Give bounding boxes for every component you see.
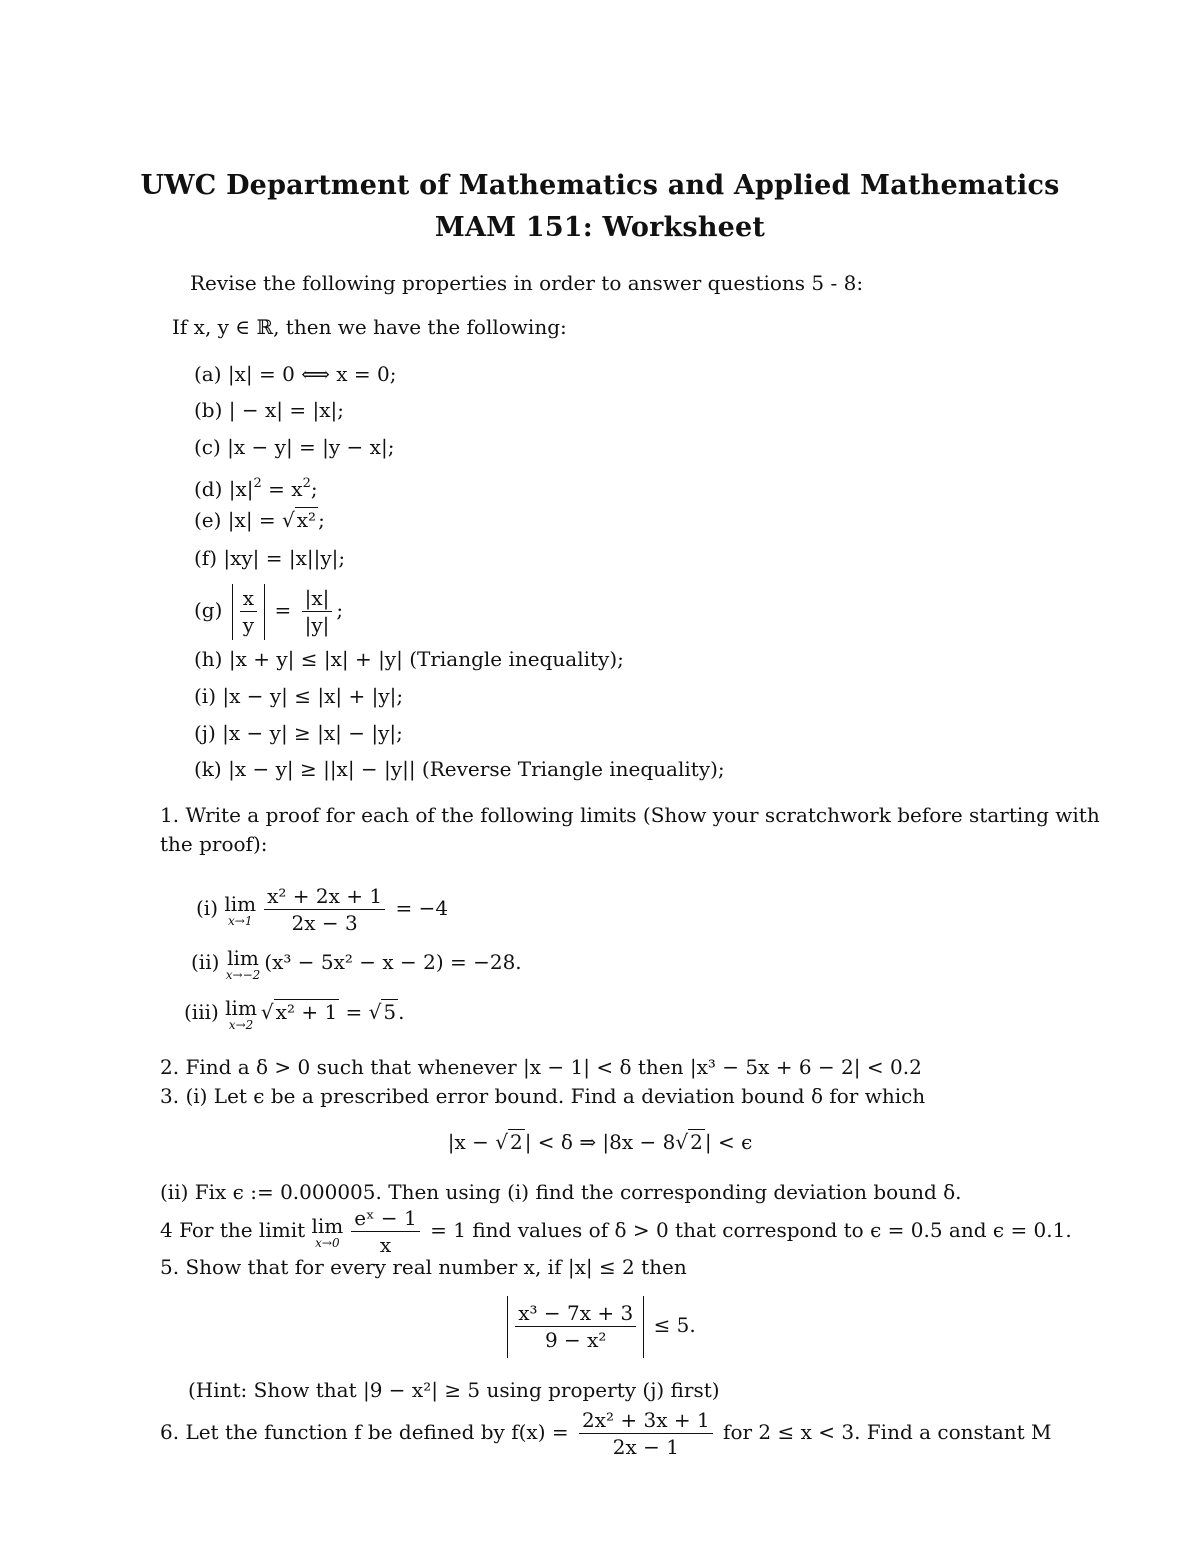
- fraction-denominator: y: [242, 613, 255, 637]
- lim-subscript: x→−2: [225, 967, 261, 982]
- sqrt-symbol: √ 2: [495, 1130, 523, 1154]
- property-k: (k) |x − y| ≥ ||x| − |y|| (Reverse Triangle inequality);: [194, 757, 725, 781]
- question-4: [160, 1200, 1072, 1260]
- property-c: (c) |x − y| = |y − x|;: [194, 435, 395, 459]
- q6-fraction: [579, 1407, 713, 1460]
- limit-operator: [226, 947, 261, 981]
- property-g-end: ;: [336, 598, 344, 622]
- property-d-end: ;: [310, 477, 318, 501]
- q4-prefix: 4 For the limit: [160, 1218, 312, 1242]
- property-e-radicand: x²: [296, 508, 317, 532]
- q6-prefix: 6. Let the function f be defined by f(x) =: [160, 1420, 569, 1444]
- revise-instruction: Revise the following properties in order to answer questions 5 - 8:: [190, 271, 864, 295]
- property-d-rest: = x: [261, 477, 303, 501]
- limit-operator: [224, 893, 256, 927]
- limit-operator: [225, 997, 257, 1031]
- property-h: (h) |x + y| ≤ |x| + |y| (Triangle inequality);: [194, 647, 624, 671]
- q1-limit-i: [196, 876, 448, 940]
- q1-i-label: (i): [196, 896, 219, 920]
- q1-limit-ii: [191, 944, 522, 984]
- property-g-label: (g): [194, 598, 223, 622]
- radicand: 2: [690, 1130, 703, 1154]
- fraction-numerator: x³ − 7x + 3: [515, 1300, 636, 1327]
- title-worksheet: MAM 151: Worksheet: [434, 212, 766, 243]
- fraction-x-over-y: [240, 585, 257, 638]
- property-j: (j) |x − y| ≥ |x| − |y|;: [194, 721, 403, 745]
- lim-text: lim: [311, 1213, 344, 1238]
- property-d: (d) $|x|^2 = x^2$;: [194, 476, 318, 501]
- title-department: UWC Department of Mathematics and Applied Mathematics: [140, 170, 1060, 201]
- question-3-ii: (ii) Fix ϵ := 0.000005. Then using (i) find the corresponding deviation bound δ.: [160, 1180, 962, 1204]
- sqrt-symbol: √ 5: [368, 1000, 397, 1024]
- question-1-line1: 1. Write a proof for each of the following limits (Show your scratchwork before starting with: [160, 803, 1100, 827]
- property-e-end: ;: [318, 508, 325, 532]
- question-1-line2: the proof):: [160, 832, 268, 856]
- lim-subscript: x→2: [228, 1017, 254, 1032]
- q5-fraction: [515, 1300, 636, 1353]
- q4-suffix: = 1 find values of δ > 0 that correspond to ϵ = 0.5 and ϵ = 0.1.: [430, 1218, 1072, 1242]
- fraction-numerator: x² + 2x + 1: [264, 883, 385, 910]
- fraction-denominator: x: [379, 1233, 392, 1257]
- abs-bar-right: [264, 584, 265, 640]
- radicand: 2: [509, 1130, 523, 1154]
- lim-text: lim: [224, 891, 257, 916]
- q1-i-fraction: [264, 883, 385, 936]
- fraction-numerator: 2x² + 3x + 1: [579, 1407, 713, 1434]
- q4-fraction: [351, 1205, 420, 1258]
- q1-ii-expression: (x³ − 5x² − x − 2) = −28.: [264, 950, 522, 974]
- display-part-b: | < δ ⇒ |8x − 8: [524, 1130, 676, 1154]
- property-e: [194, 508, 325, 532]
- property-d-label: (d) |x|: [194, 477, 254, 501]
- q1-iii-label: (iii): [184, 1000, 219, 1024]
- question-6: [160, 1402, 1052, 1462]
- question-3: 3. (i) Let ϵ be a prescribed error bound. Find a deviation bound δ for which: [160, 1084, 926, 1108]
- lim-text: lim: [225, 995, 257, 1020]
- sqrt-symbol: √ 2: [675, 1130, 703, 1154]
- q5-display-inequality: [0, 1293, 1200, 1359]
- fraction-denominator: 9 − x²: [544, 1328, 607, 1352]
- fraction-absx-over-absy: [302, 585, 333, 638]
- equals: =: [339, 1000, 369, 1024]
- q1-i-rhs: = −4: [395, 896, 449, 920]
- question-5: 5. Show that for every real number x, if |x| ≤ 2 then: [160, 1255, 687, 1279]
- property-g: [194, 580, 343, 640]
- abs-bar-right: [643, 1296, 644, 1358]
- sqrt-symbol: √ x² + 1: [260, 1000, 338, 1024]
- q1-limit-iii: [184, 994, 405, 1034]
- abs-bar-left: [232, 584, 233, 640]
- period: .: [398, 1000, 405, 1024]
- lim-subscript: x→1: [228, 913, 253, 928]
- radicand: 5: [383, 1000, 397, 1024]
- property-a: (a) |x| = 0 ⟺ x = 0;: [194, 362, 397, 386]
- question-5-hint: (Hint: Show that |9 − x²| ≥ 5 using property (j) first): [188, 1378, 720, 1402]
- limit-operator: [311, 1215, 343, 1249]
- radicand: x² + 1: [275, 1000, 338, 1024]
- property-i: (i) |x − y| ≤ |x| + |y|;: [194, 684, 404, 708]
- fraction-numerator: eˣ − 1: [351, 1205, 420, 1232]
- abs-bar-left: [507, 1296, 508, 1358]
- property-g-equals: =: [274, 598, 292, 622]
- fraction-denominator: |y|: [304, 613, 330, 637]
- q3-display-inequality: [0, 1130, 1200, 1154]
- fraction-denominator: 2x − 3: [291, 911, 358, 935]
- q6-suffix: for 2 ≤ x < 3. Find a constant M: [723, 1420, 1052, 1444]
- property-e-label: (e) |x| =: [194, 508, 283, 532]
- property-b: (b) | − x| = |x|;: [194, 398, 344, 422]
- property-f: (f) |xy| = |x||y|;: [194, 546, 346, 570]
- fraction-numerator: |x|: [302, 585, 333, 612]
- fraction-numerator: x: [240, 585, 257, 612]
- lim-text: lim: [227, 945, 259, 970]
- question-2: 2. Find a δ > 0 such that whenever |x − 1| < δ then |x³ − 5x + 6 − 2| < 0.2: [160, 1055, 922, 1079]
- fraction-denominator: 2x − 1: [612, 1435, 679, 1459]
- q5-rhs: ≤ 5.: [653, 1313, 696, 1337]
- lim-subscript: x→0: [315, 1235, 340, 1250]
- q1-ii-label: (ii): [191, 950, 220, 974]
- if-statement: If x, y ∈ ℝ, then we have the following:: [172, 315, 567, 339]
- display-part-a: |x −: [447, 1130, 496, 1154]
- display-part-c: | < ϵ: [704, 1130, 753, 1154]
- sqrt-symbol: √ x²: [282, 508, 317, 532]
